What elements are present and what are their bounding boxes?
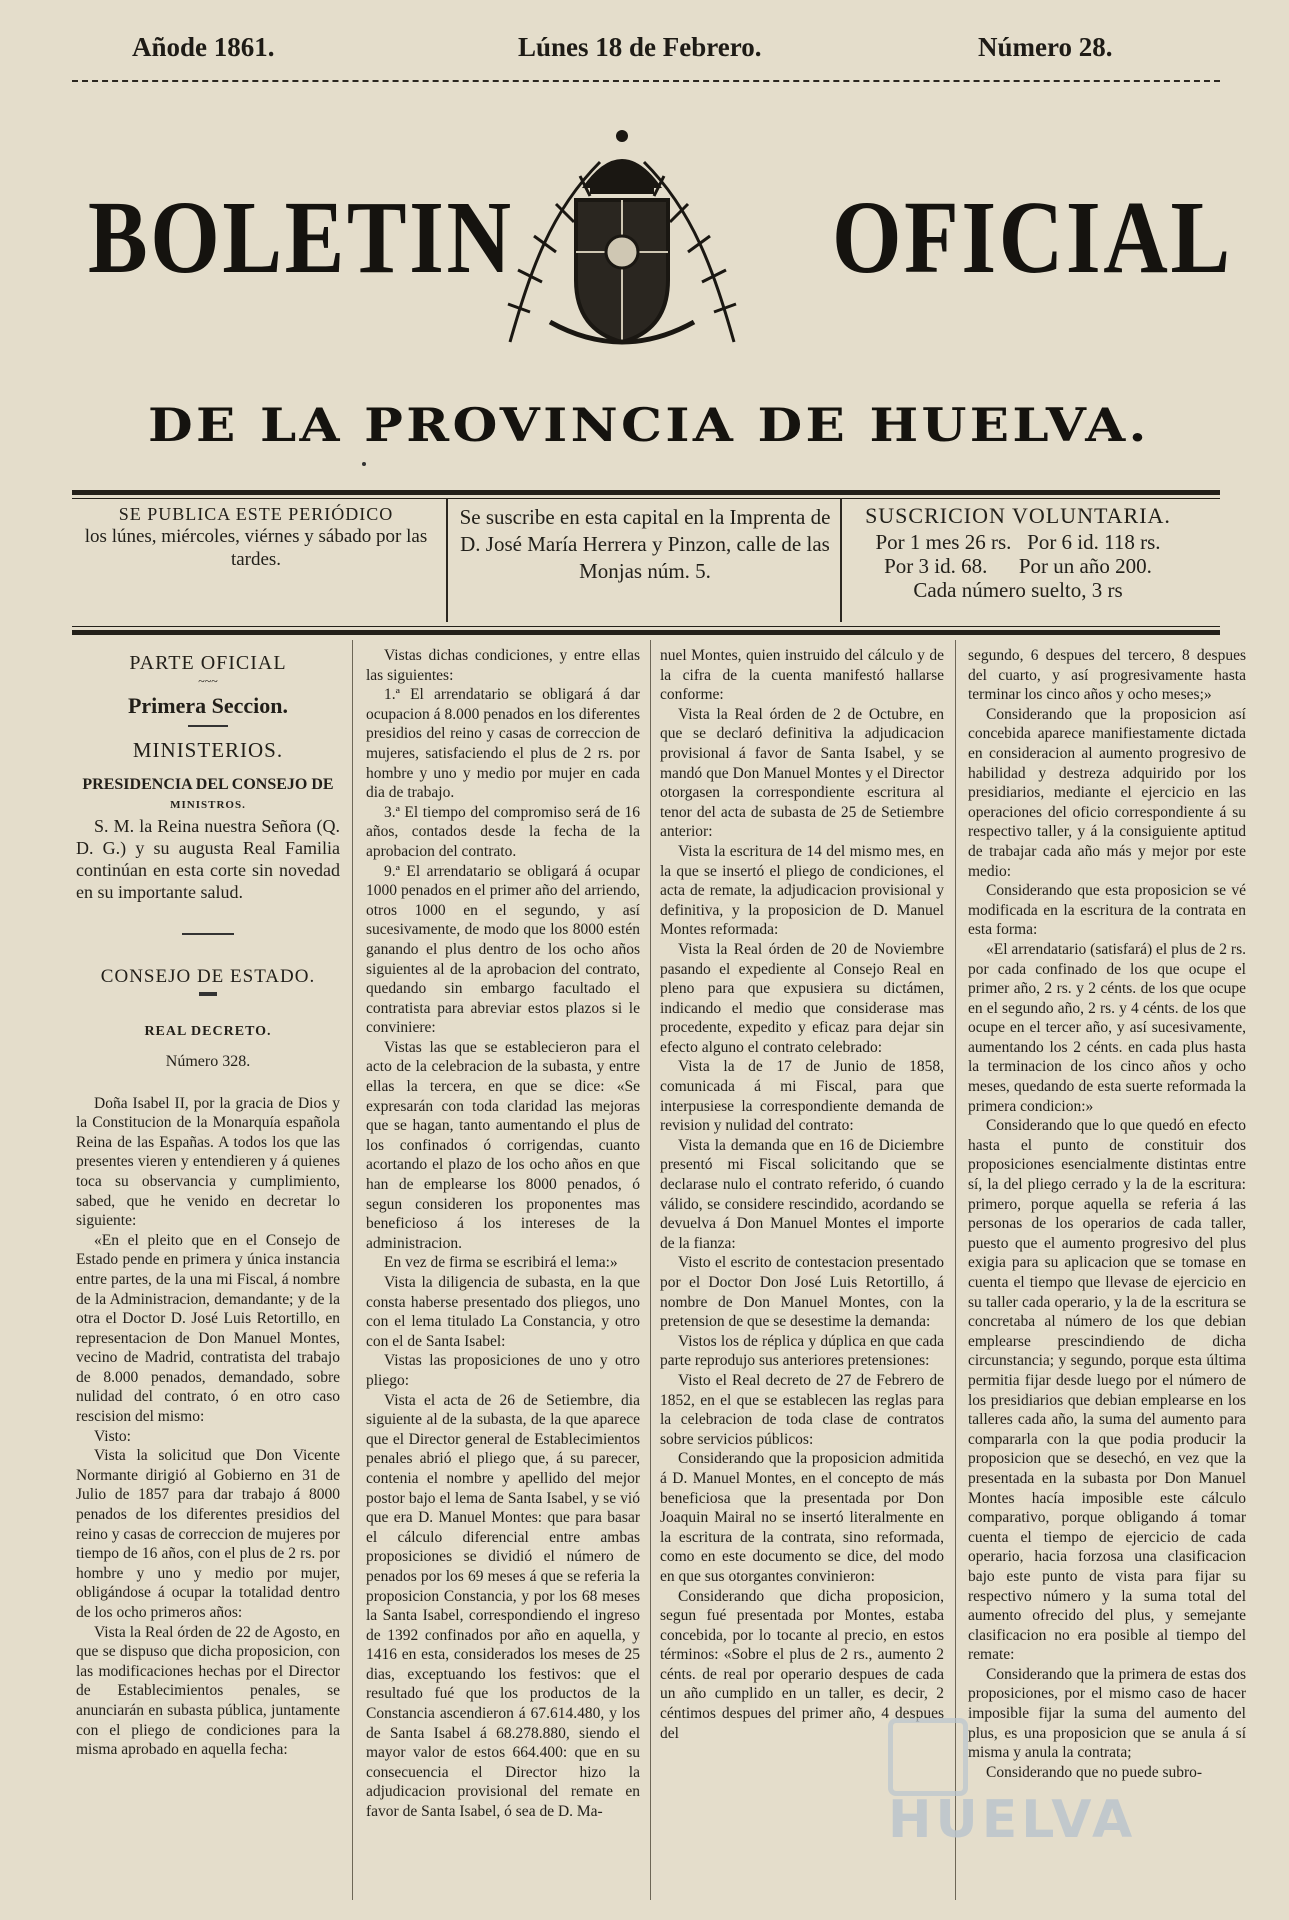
presidencia-text: PRESIDENCIA DEL CONSEJO DE	[82, 775, 334, 793]
paragraph: nuel Montes, quien instruido del cálculo y de la cifra de la cuenta manifestó hallarse conforme:	[660, 647, 944, 704]
paragraph: Vista la Real órden de 20 de Noviembre pasando el expediente al Consejo Real en pleno para que expusiera su dictámen, indicando el medio que considerase mas procedente, expedito y eficaz para dejar sin efecto alguno el contrato celebrado:	[660, 940, 944, 1056]
column-divider-3	[955, 640, 956, 1900]
paragraph: 9.ª El arrendatario se obligará á ocupar 1000 penados en el primer año del arriendo, otros 1000 en el segundo, y así sucesivamente, de modo que los 8000 estén ganando el plus dentro de los ocho años siguientes al de la aprobacion del contrato, quedando sin embargo facultado el contratista para abreviar estos plazos si le conviniere:	[366, 862, 640, 1037]
paragraph: Considerando que lo que quedó en efecto hasta el punto de constituir dos proposiciones esencialmente distintas entre sí, la del pliego cerrado y la de la escritura: primero, porque aquella se referia á las personas de los operarios de cada taller, puesto que el aumento progresivo del plus exigia para su aplicacion que se tomase en cuenta el tiempo que llevase de ejercicio en su taller cada operario, y la de la escritura se concretaba al número de los que debian emplearse prescindiendo de dicha circunstancia; y segundo, porque esta última permitia fijar desde luego por el número de los presidiarios que debian emplearse en los talleres cada año, la suma del aumento para compararla con la que podia producir la proposicion que se desechó, en vez que la presentada en la subasta por Don Manuel Montes hacía imposible este cálculo comparativo, porque obligando á tomar cuenta el tiempo de ejercicio de cada operario, hacia forzosa una clasificacion bajo este punto de vista para fijar su respectivo número y la suma total del aumento ofrecido del plus, y semejante clasificacion no era posible al tiempo del remate:	[968, 1117, 1246, 1664]
paragraph: Vista la diligencia de subasta, en la que consta haberse presentado dos pliegos, uno con el lema titulado La Constancia, y otro con el de Santa Isabel:	[366, 1274, 640, 1350]
price-info	[848, 504, 1188, 602]
info-divider-1	[446, 498, 448, 622]
paragraph: Vistos los de réplica y dúplica en que cada parte reprodujo sus anteriores pretensiones:	[660, 1332, 944, 1370]
real-decreto-heading: REAL DECRETO.	[144, 1024, 272, 1040]
price-line-2: Por 3 id. 68. Por un año 200.	[884, 554, 1152, 578]
paragraph: Considerando que dicha proposicion, segun fué presentada por Montes, estaba concebida, por lo tocante al precio, en estos términos: «Sobre el plus de 2 rs., aumento 2 cénts. de real por operario despues de cada un año cumplido en un taller, es decir, 2 céntimos despues del primer año, 4 despues del	[660, 1587, 944, 1742]
paragraph: Vista la de 17 de Junio de 1858, comunicada á mi Fiscal, para que interpusiese la correspondiente demanda de revision y nulidad del contrato:	[660, 1058, 944, 1135]
paragraph: «El arrendatario (satisfará) el plus de 2 rs. por cada confinado de los que ocupe el primer año, 2 rs. y 2 cénts. de los que ocupe en el segundo año, 2 rs. y 4 cénts. de los que ocupe en el tercer año, y así sucesivamente, aumentando los 2 cénts. en cada plus hasta la terminacion de los cinco años y ocho meses, quedando de esta suerte reformada la primera condicion:»	[968, 940, 1246, 1115]
prices-heading: SUSCRICION VOLUNTARIA.	[865, 503, 1171, 528]
paragraph: Considerando que esta proposicion se vé modificada en la escritura de la contrata en esta forma:	[968, 882, 1246, 939]
paragraph: segundo, 6 despues del tercero, 8 despues del cuarto, y así progresivamente hasta terminar los cinco años y ocho meses;»	[968, 647, 1246, 704]
price-line-1: Por 1 mes 26 rs. Por 6 id. 118 rs.	[875, 530, 1161, 554]
column-3	[660, 646, 944, 1743]
section-divider	[182, 933, 234, 935]
top-divider	[72, 80, 1220, 82]
paragraph: Doña Isabel II, por la gracia de Dios y la Constitucion de la Monarquía española Reina de las Españas. A todos los que las presentes vieren y entendieren y á quienes toca su observancia y cumplimiento, sabed, que he venido en decretar lo siguiente:	[76, 1094, 340, 1230]
issue-date: Lúnes 18 de Febrero.	[518, 32, 762, 62]
royal-crest-icon	[490, 122, 754, 358]
paragraph: 1.ª El arrendatario se obligará á dar ocupacion á 8.000 penados en los diferentes presidios del reino y casas de correccion de mujeres, satisfaciendo el plus de 2 rs. por hombre y uno y medio por mujer en cada dia de trabajo.	[366, 686, 640, 802]
paragraph: 3.ª El tiempo del compromiso será de 16 años, contados desde la fecha de la aprobacion del contrato.	[366, 803, 640, 860]
paragraph: Vista la Real órden de 22 de Agosto, en que se dispuso que dicha proposicion, con las modificaciones hechas por el Director de Establecimientos penales, se anunciarán en subasta pública, juntamente con el pliego de condiciones para la misma aprobado en aquella fecha:	[76, 1623, 340, 1759]
paragraph: «En el pleito que en el Consejo de Estado pende en primera y única instancia entre partes, de la una mi Fiscal, á nombre de la Administracion, demandante; y de la otra el Doctor D. José Luis Retortillo, en representacion de Don Manuel Montes, vecino de Madrid, contratista del trabajo de 8.000 penados, demandado, sobre nulidad del contrato, ó en otro caso rescision del mismo:	[76, 1231, 340, 1426]
paragraph: Visto el escrito de contestacion presentado por el Doctor Don José Luis Retortillo, á nombre de Don Manuel Montes, con la pretension de que se desestime la demanda:	[660, 1254, 944, 1331]
masthead-title-right: OFICIAL	[832, 180, 1233, 295]
ministros-text: MINISTROS.	[170, 798, 246, 811]
parte-oficial-heading: PARTE OFICIAL	[129, 652, 287, 674]
price-line-3: Cada número suelto, 3 rs	[913, 578, 1123, 602]
masthead-subtitle: DE LA PROVINCIA DE HUELVA.	[148, 398, 1150, 452]
publication-info	[76, 504, 436, 571]
info-rule-bottom	[72, 630, 1220, 635]
decorative-dot	[362, 462, 366, 466]
info-divider-2	[840, 498, 842, 622]
ministerios-heading: MINISTERIOS.	[132, 738, 284, 763]
paragraph: Vistas las que se establecieron para el acto de la celebracion de la subasta, y entre ellas la tercera, en que se dice: «Se expresarán con toda claridad las mejoras que se hagan, tanto aumentando el plus de los confinados ó corrigendas, cuanto acortando el plazo de los ocho años en que han de emplearse los 8000 penados, ó segun consideren los proponentes mas beneficioso á los intereses de la administracion.	[366, 1038, 640, 1252]
paragraph: Vistas las proposiciones de uno y otro pliego:	[366, 1352, 640, 1389]
column-divider-1	[352, 640, 353, 1900]
watermark-text: HUELVA	[888, 1790, 1137, 1850]
paragraph: Considerando que no puede subro-	[986, 1763, 1203, 1781]
column-2	[366, 646, 640, 1822]
paragraph: Considerando que la proposicion así concebida aparece manifiestamente dictada en consideracion al aumento progresivo de habilidad y destreza adquirido por los presidiarios, mediante el ejercicio en las operaciones del oficio correspondiente á su respectivo taller, y á la consiguiente aptitud de trabajar cada año más y mejor por este medio:	[968, 705, 1246, 880]
paragraph: Vistas dichas condiciones, y entre ellas las siguientes:	[366, 647, 640, 684]
publication-heading: SE PUBLICA ESTE PERIÓDICO	[118, 504, 394, 524]
publication-days: los lúnes, miércoles, viérnes y sábado por las tardes.	[84, 526, 428, 570]
paragraph: Vista la Real órden de 2 de Octubre, en que se declaró definitiva la adjudicacion provisional á favor de Santa Isabel, y se mandó que Don Manuel Montes y el Director otorgasen la correspondiente escritura al tenor del acta de subasta de 25 de Setiembre anterior:	[660, 705, 944, 841]
paragraph: Visto el Real decreto de 27 de Febrero de 1852, en el que se establecen las reglas para la celebracion de toda clase de contratos sobre servicios públicos:	[660, 1371, 944, 1448]
paragraph: Vista la demanda que en 16 de Diciembre presentó mi Fiscal solicitando que se declarase nulo el contrato referido, ó cuando válido, se considere rescindido, acordando se devuelva á Don Manuel Montes el importe de la fianza:	[660, 1136, 944, 1252]
column-1	[76, 646, 340, 1760]
issue-number: Número 28.	[978, 32, 1113, 62]
watermark-logo-icon	[888, 1718, 968, 1796]
subscription-info: Se suscribe en esta capital en la Imprenta de D. José María Herrera y Pinzon, calle de las Monjas núm. 5.	[459, 505, 831, 583]
paragraph: Considerando que la primera de estas dos proposiciones, por el mismo caso de hacer imposible fijar la suma del aumento del plus, es una proposicion que se anula á sí misma y anula la contrata;	[968, 1665, 1246, 1762]
tiny-divider	[199, 992, 217, 996]
primera-seccion-heading: Primera Seccion.	[127, 692, 289, 718]
consejo-heading: CONSEJO DE ESTADO.	[100, 965, 316, 987]
paragraph: Vista la solicitud que Don Vicente Normante dirigió al Gobierno en 31 de Julio de 1857 para dar trabajo á 8000 penados de los diferentes presidios del reino y casas de correccion de mujeres por tiempo de 16 años, con el plus de 2 rs. por hombre y uno y medio por mujer, obligándose á ocupar la totalidad dentro de los ocho primeros años:	[76, 1447, 340, 1621]
paragraph: Vista la escritura de 14 del mismo mes, en la que se insertó el pliego de condiciones, el acta de remate, la adjudicacion provisional y definitiva, y la proposicion de D. Manuel Montes reformada:	[660, 842, 944, 939]
paragraph: Considerando que la proposicion admitida á D. Manuel Montes, en el concepto de más beneficiosa que la presentada por Don Joaquin Mairal no se insertó literalmente en la escritura de la contrata, sino reformada, como en este documento se dice, del modo en que sus otorgantes convinieron:	[660, 1450, 944, 1585]
masthead-rule-top-thin	[72, 498, 1220, 499]
paragraph: Visto:	[94, 1427, 131, 1445]
issue-year: Añode 1861.	[132, 32, 275, 62]
column-4	[968, 646, 1246, 1782]
date-line	[0, 32, 1289, 72]
masthead-title-left: BOLETIN	[88, 180, 514, 295]
short-divider	[188, 725, 228, 727]
column-divider-2	[650, 640, 651, 1900]
info-rule-thin	[72, 626, 1220, 627]
paragraph: Vista el acta de 26 de Setiembre, dia siguiente al de la subasta, de la que aparece que el Director general de Establecimientos penales abrió el pliego que, á su parecer, contenia el nombre y apellido del mejor postor bajo el lema de Santa Isabel, y se vió que era D. Manuel Montes: que para basar el cálculo diferencial entre ambas proposiciones se dividió el número de penados por los 69 meses á que se referia la proposicion Constancia, y por los 68 meses la Santa Isabel, correspondiendo el ingreso de 1392 confinados por año en aquella, y 1416 en esta, considerados los meses de 25 dias, exceptuando los festivos: que el resultado fué que los productos de la Constancia ascendieron á 67.614.480, y los de Santa Isabel á 68.278.880, siendo el mayor valor de estos 664.400: que en su consecuencia el Director hizo la adjudicacion provisional del remate en favor de Santa Isabel, ó sea de D. Ma-	[366, 1391, 640, 1821]
paragraph: En vez de firma se escribirá el lema:»	[384, 1254, 618, 1272]
ornament-icon: ~~~	[198, 673, 218, 688]
presidencia-heading	[76, 775, 340, 815]
decree-number: Número 328.	[165, 1052, 251, 1070]
royal-health-notice: S. M. la Reina nuestra Señora (Q. D. G.) y su augusta Real Familia continúan en esta corte sin novedad en su importante salud.	[76, 815, 340, 902]
masthead-rule-top	[72, 490, 1220, 495]
